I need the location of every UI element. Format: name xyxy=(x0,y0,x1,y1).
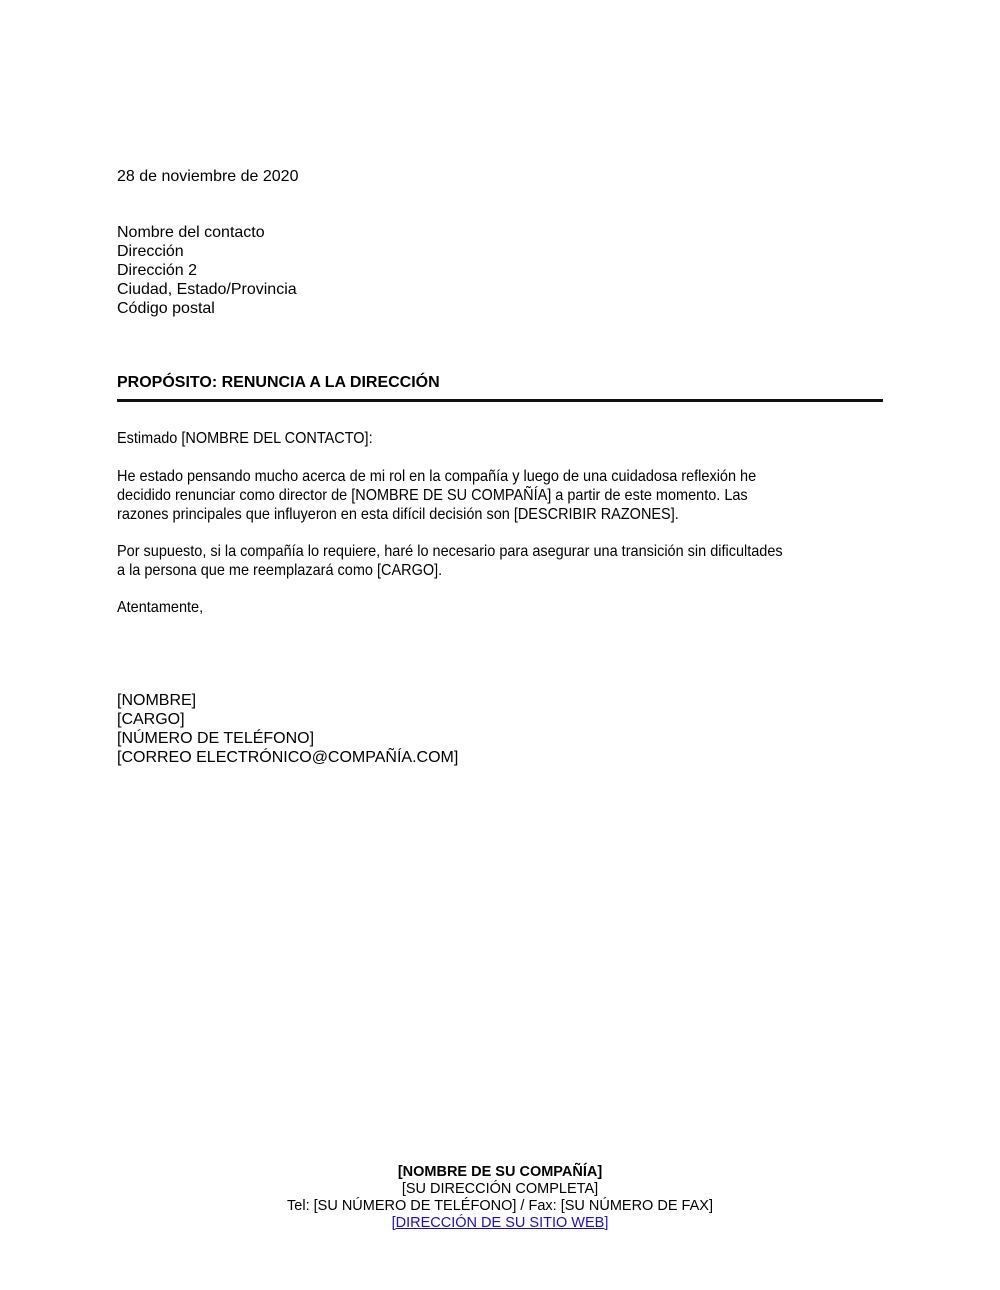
recipient-address-1: Dirección xyxy=(117,243,184,260)
footer-address: [SU DIRECCIÓN COMPLETA] xyxy=(401,1181,599,1197)
recipient-address-2: Dirección 2 xyxy=(117,262,198,279)
subject-heading: PROPÓSITO: RENUNCIA A LA DIRECCIÓN xyxy=(117,374,440,391)
closing: Atentamente, xyxy=(117,599,204,616)
paragraph-line: Por supuesto, si la compañía lo requiere, haré lo necesario para asegurar una transición sin dificultades xyxy=(117,543,783,560)
signature-email: [CORREO ELECTRÓNICO@COMPAÑÍA.COM] xyxy=(117,749,459,766)
subject-divider xyxy=(117,399,883,402)
signature-phone: [NÚMERO DE TELÉFONO] xyxy=(117,730,315,747)
signature-title: [CARGO] xyxy=(117,711,185,728)
footer-company-name: [NOMBRE DE SU COMPAÑÍA] xyxy=(397,1164,603,1180)
recipient-name: Nombre del contacto xyxy=(117,224,265,241)
paragraph-line: decidido renunciar como director de [NOMBRE DE SU COMPAÑÍA] a partir de este momento. Las xyxy=(117,487,748,504)
signature-block xyxy=(117,691,458,767)
recipient-address-block xyxy=(117,223,297,318)
paragraph-line: a la persona que me reemplazará como [CARGO]. xyxy=(117,562,443,579)
paragraph-line: He estado pensando mucho acerca de mi rol en la compañía y luego de una cuidadosa reflexión he xyxy=(117,468,757,485)
footer-website-link[interactable]: [DIRECCIÓN DE SU SITIO WEB] xyxy=(391,1215,609,1231)
recipient-postal-code: Código postal xyxy=(117,300,215,317)
signature-name: [NOMBRE] xyxy=(117,692,197,709)
body-paragraph-1 xyxy=(117,467,897,524)
page-footer xyxy=(0,1164,1000,1232)
salutation: Estimado [NOMBRE DEL CONTACTO]: xyxy=(117,430,373,447)
recipient-city-state: Ciudad, Estado/Provincia xyxy=(117,281,297,298)
paragraph-line: razones principales que influyeron en esta difícil decisión son [DESCRIBIR RAZONES]. xyxy=(117,506,679,523)
body-paragraph-2 xyxy=(117,542,897,580)
footer-contact: Tel: [SU NÚMERO DE TELÉFONO] / Fax: [SU NÚMERO DE FAX] xyxy=(287,1198,713,1214)
letter-date: 28 de noviembre de 2020 xyxy=(117,168,299,185)
